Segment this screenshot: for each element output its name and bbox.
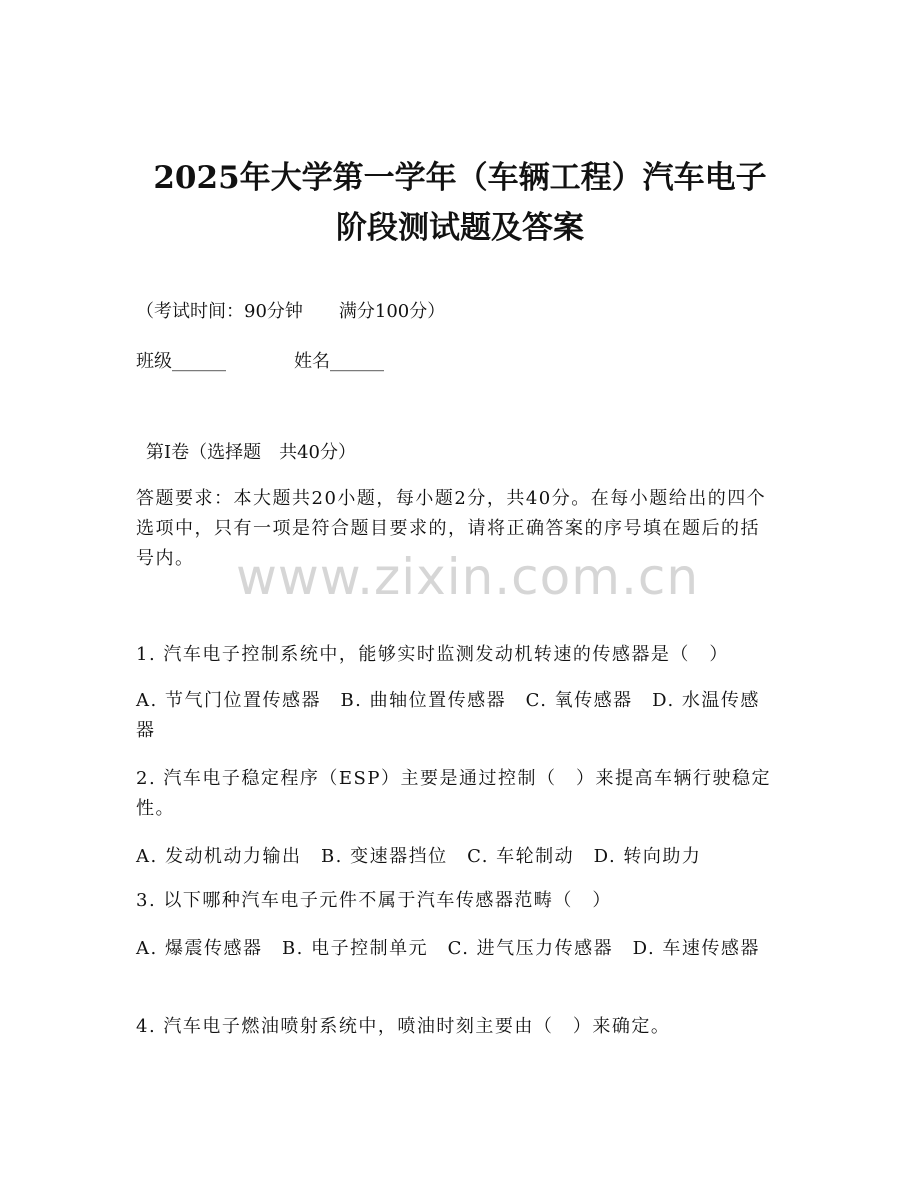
section-title: 第Ⅰ卷（选择题 共40分） (146, 442, 357, 463)
site-watermark: www.zixin.com.cn (236, 548, 700, 606)
instructions-paragraph: 答题要求：本大题共20小题，每小题2分，共40分。在每小题给出的四个选项中，只有一项是符合题目要求的，请将正确答案的序号填在题后的括号内。 (136, 488, 767, 569)
question-2-stem: 2. 汽车电子稳定程序（ESP）主要是通过控制（ ）来提高车辆行驶稳定性。 (136, 768, 771, 819)
name-field-label: 姓名______ (294, 351, 384, 372)
question-4-stem: 4. 汽车电子燃油喷射系统中，喷油时刻主要由（ ）来确定。 (136, 1016, 671, 1037)
class-field-label: 班级______ (136, 351, 226, 372)
document-title-line1: 2025年大学第一学年（车辆工程）汽车电子 (153, 160, 767, 196)
exam-info: （考试时间：90分钟 满分100分） (136, 301, 446, 322)
question-1-stem: 1. 汽车电子控制系统中，能够实时监测发动机转速的传感器是（ ） (136, 644, 729, 665)
question-3-options: A. 爆震传感器 B. 电子控制单元 C. 进气压力传感器 D. 车速传感器 (136, 938, 760, 959)
document-title-line2: 阶段测试题及答案 (336, 210, 584, 246)
question-2-options: A. 发动机动力输出 B. 变速器挡位 C. 车轮制动 D. 转向助力 (136, 846, 702, 867)
question-1-options: A. 节气门位置传感器 B. 曲轴位置传感器 C. 氧传感器 D. 水温传感器 (136, 690, 760, 741)
question-3-stem: 3. 以下哪种汽车电子元件不属于汽车传感器范畴（ ） (136, 890, 612, 911)
